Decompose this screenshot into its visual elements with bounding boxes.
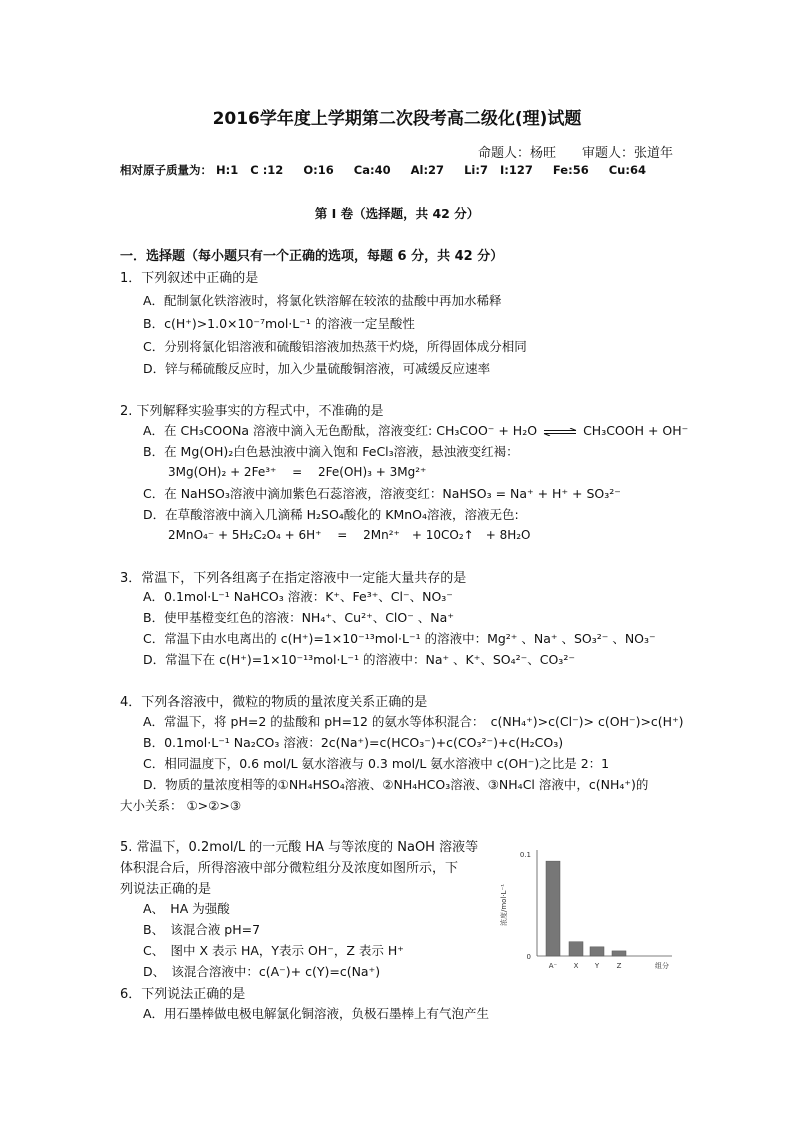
y-tick-label: 0 bbox=[526, 953, 531, 961]
y-axis-title: 浓度/mol·L⁻¹ bbox=[500, 883, 508, 927]
volume-title: 第 I 卷（选择题，共 42 分） bbox=[314, 206, 480, 221]
bar-2 bbox=[590, 947, 604, 956]
q5-option-d: D、 该混合溶液中：c(A⁻)+ c(Y)=c(Na⁺) bbox=[143, 964, 381, 979]
q5-option-b: B、 该混合液 pH=7 bbox=[143, 922, 261, 937]
q5-option-c: C、 图中 X 表示 HA，Y表示 OH⁻，Z 表示 H⁺ bbox=[143, 943, 404, 958]
q5-stem-line2: 体积混合后，所得溶液中部分微粒组分及浓度如图所示，下 bbox=[120, 861, 459, 876]
q2-option-b: B．在 Mg(OH)₂白色悬浊液中滴入饱和 FeCl₃溶液，悬浊液变红褐： bbox=[143, 444, 519, 459]
q4-option-a: A．常温下，将 pH=2 的盐酸和 pH=12 的氨水等体积混合： c(NH₄⁺)>c(Cl⁻)> c(OH⁻)>c(H⁺) bbox=[143, 714, 684, 729]
atomic-mass-item: O:16 bbox=[303, 163, 334, 177]
q3-option-a: A．0.1mol·L⁻¹ NaHCO₃ 溶液：K⁺、Fe³⁺、Cl⁻、NO₃⁻ bbox=[143, 589, 453, 604]
q1-stem: 1．下列叙述中正确的是 bbox=[120, 271, 259, 286]
page-title: 2016学年度上学期第二次段考高二级化(理)试题 bbox=[212, 109, 582, 129]
q3-stem: 3．常温下，下列各组离子在指定溶液中一定能大量共存的是 bbox=[120, 571, 467, 586]
atomic-mass-item: Cu:64 bbox=[608, 163, 646, 177]
q6-stem: 6．下列说法正确的是 bbox=[120, 987, 246, 1002]
q2-option-a-text: A．在 CH₃COONa 溶液中滴入无色酚酞，溶液变红: CH₃COO⁻ + H₂O bbox=[143, 423, 538, 438]
author-line: 命题人：杨旺 审题人：张道年 bbox=[478, 146, 674, 161]
q1-option-a: A．配制氯化铁溶液时，将氯化铁溶解在较浓的盐酸中再加水稀释 bbox=[143, 293, 502, 308]
x-tick-label: A⁻ bbox=[548, 962, 558, 970]
q1-option-c: C．分别将氯化铝溶液和硫酸铝溶液加热蒸干灼烧，所得固体成分相同 bbox=[143, 339, 527, 354]
q4-stem: 4．下列各溶液中，微粒的物质的量浓度关系正确的是 bbox=[120, 695, 428, 710]
q2-option-d-equation: 2MnO₄⁻ + 5H₂C₂O₄ + 6H⁺ = 2Mn²⁺ + 10CO₂↑ + 8H₂O bbox=[168, 528, 531, 542]
section-title: 一．选择题（每小题只有一个正确的选项，每题 6 分，共 42 分） bbox=[120, 249, 504, 264]
atomic-mass-item: C :12 bbox=[250, 163, 284, 177]
q4-option-b: B．0.1mol·L⁻¹ Na₂CO₃ 溶液：2c(Na⁺)=c(HCO₃⁻)+c(CO₃²⁻)+c(H₂CO₃) bbox=[143, 735, 564, 750]
atomic-mass-item: Fe:56 bbox=[552, 163, 589, 177]
atomic-mass-item: I:127 bbox=[499, 163, 533, 177]
x-tick-label: Z bbox=[616, 962, 622, 970]
q4-option-d: D．物质的量浓度相等的①NH₄HSO₄溶液、②NH₄HCO₃溶液、③NH₄Cl 溶液中，c(NH₄⁺)的 bbox=[143, 777, 649, 792]
q2-option-d: D．在草酸溶液中滴入几滴稀 H₂SO₄酸化的 KMnO₄溶液，溶液无色: bbox=[143, 507, 519, 522]
q2-option-a bbox=[143, 421, 688, 439]
q3-option-d: D．常温下在 c(H⁺)=1×10⁻¹³mol·L⁻¹ 的溶液中：Na⁺ 、K⁺、SO₄²⁻、CO₃²⁻ bbox=[143, 652, 575, 667]
y-tick-label: 0.1 bbox=[519, 851, 531, 859]
bar-0 bbox=[546, 861, 560, 956]
x-tick-label: Y bbox=[594, 962, 600, 970]
concentration-chart bbox=[490, 836, 680, 972]
atomic-mass-item: Al:27 bbox=[410, 163, 445, 177]
x-axis-title: 组分 bbox=[655, 962, 669, 970]
q4-option-d-continued: 大小关系： ①>②>③ bbox=[120, 798, 242, 813]
q5-stem-line1: 5. 常温下，0.2mol/L 的一元酸 HA 与等浓度的 NaOH 溶液等 bbox=[120, 840, 479, 855]
atomic-mass-item: Ca:40 bbox=[353, 163, 391, 177]
q2-option-c: C．在 NaHSO₃溶液中滴加紫色石蕊溶液，溶液变红：NaHSO₃ = Na⁺ + H⁺ + SO₃²⁻ bbox=[143, 486, 621, 501]
q2-option-b-equation: 3Mg(OH)₂ + 2Fe³⁺ = 2Fe(OH)₃ + 3Mg²⁺ bbox=[168, 465, 427, 479]
q2-stem: 2. 下列解释实验事实的方程式中，不准确的是 bbox=[120, 404, 384, 419]
bar-1 bbox=[569, 942, 583, 956]
atomic-mass-line bbox=[120, 162, 646, 178]
q6-option-a: A．用石墨棒做电极电解氯化铜溶液，负极石墨棒上有气泡产生 bbox=[143, 1006, 490, 1021]
equilibrium-arrow-icon bbox=[543, 428, 577, 436]
q4-option-c: C．相同温度下，0.6 mol/L 氨水溶液与 0.3 mol/L 氨水溶液中 c(OH⁻)之比是 2：1 bbox=[143, 756, 610, 771]
q1-option-b: B．c(H⁺)>1.0×10⁻⁷mol·L⁻¹ 的溶液一定呈酸性 bbox=[143, 316, 415, 331]
x-tick-label: X bbox=[573, 962, 579, 970]
q2-option-a-product: CH₃COOH + OH⁻ bbox=[583, 423, 689, 438]
atomic-mass-label: 相对原子质量为： bbox=[120, 163, 212, 177]
bar-3 bbox=[612, 951, 626, 956]
atomic-mass-item: Li:7 bbox=[464, 163, 488, 177]
q1-option-d: D．锌与稀硫酸反应时，加入少量硫酸铜溶液，可减缓反应速率 bbox=[143, 361, 491, 376]
q5-option-a: A、 HA 为强酸 bbox=[143, 901, 230, 916]
q5-stem-line3: 列说法正确的是 bbox=[120, 882, 212, 897]
q3-option-b: B．使甲基橙变红色的溶液：NH₄⁺、Cu²⁺、ClO⁻ 、Na⁺ bbox=[143, 610, 454, 625]
q3-option-c: C．常温下由水电离出的 c(H⁺)=1×10⁻¹³mol·L⁻¹ 的溶液中：Mg²⁺ 、Na⁺ 、SO₃²⁻ 、NO₃⁻ bbox=[143, 631, 656, 646]
concentration-chart-svg bbox=[490, 836, 680, 972]
atomic-mass-item: H:1 bbox=[216, 163, 239, 177]
